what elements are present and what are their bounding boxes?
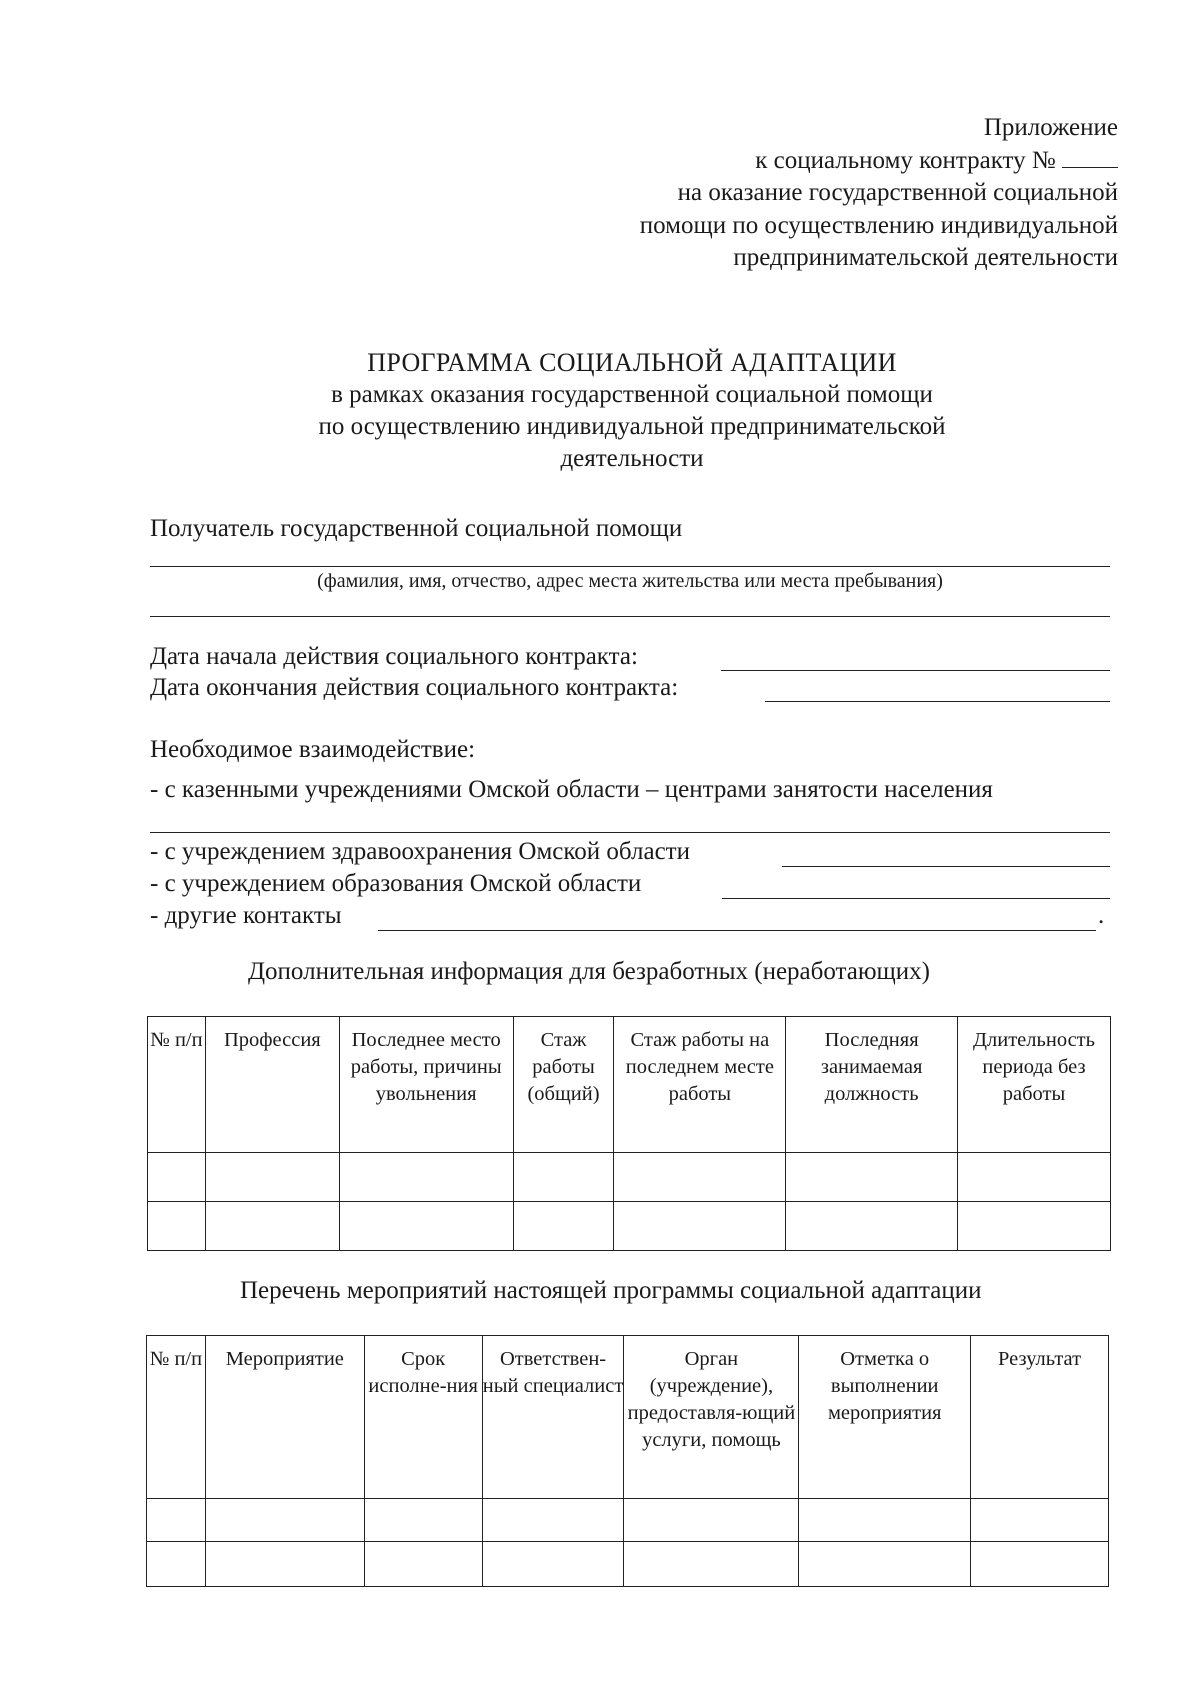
table-cell[interactable]	[148, 1202, 206, 1251]
unemployed-table-title: Дополнительная информация для безработных (неработающих)	[248, 958, 930, 985]
table-cell[interactable]	[614, 1202, 786, 1251]
other-contacts-end: .	[1098, 902, 1105, 929]
title-block	[0, 347, 1200, 475]
start-date-field[interactable]	[721, 670, 1110, 671]
activities-table	[146, 1335, 1109, 1587]
header-cell: Стаж работы (общий)	[513, 1017, 614, 1153]
header-cell: Срок исполне-ния	[364, 1336, 482, 1499]
table-row	[148, 1153, 1111, 1202]
table-cell[interactable]	[147, 1542, 206, 1587]
table-cell[interactable]	[971, 1499, 1109, 1542]
table-cell[interactable]	[513, 1202, 614, 1251]
unemployed-info-table	[147, 1016, 1111, 1251]
table-cell[interactable]	[513, 1153, 614, 1202]
table-cell[interactable]	[205, 1202, 339, 1251]
header-cell: Результат	[971, 1336, 1109, 1499]
table-cell[interactable]	[799, 1499, 971, 1542]
start-date-label: Дата начала действия социального контракта:	[150, 643, 638, 670]
employment-field[interactable]	[150, 832, 1110, 833]
header-cell: Профессия	[205, 1017, 339, 1153]
header-cell: Последняя занимаемая должность	[786, 1017, 958, 1153]
table-row	[147, 1499, 1109, 1542]
header-cell: Длительность периода без работы	[958, 1017, 1111, 1153]
table-row	[147, 1542, 1109, 1587]
table-cell[interactable]	[147, 1499, 206, 1542]
table-cell[interactable]	[624, 1542, 799, 1587]
end-date-label: Дата окончания действия социального контракта:	[150, 674, 679, 701]
table-cell[interactable]	[786, 1202, 958, 1251]
title-subline-3: деятельности	[560, 445, 704, 472]
interaction-health: - с учреждением здравоохранения Омской области	[150, 838, 690, 865]
recipient-label: Получатель государственной социальной помощи	[150, 515, 683, 542]
interaction-education: - с учреждением образования Омской области	[150, 870, 642, 897]
table-cell[interactable]	[205, 1153, 339, 1202]
table-cell[interactable]	[799, 1542, 971, 1587]
table-cell[interactable]	[614, 1153, 786, 1202]
recipient-name-field[interactable]	[150, 566, 1110, 567]
header-cell: № п/п	[147, 1336, 206, 1499]
table-cell[interactable]	[364, 1499, 482, 1542]
header-cell: Ответствен-ный специалист	[482, 1336, 624, 1499]
title-subline-2: по осуществлению индивидуальной предпринимательской	[318, 413, 946, 440]
appendix-block	[640, 112, 1118, 275]
table-cell[interactable]	[205, 1499, 364, 1542]
table-cell[interactable]	[339, 1153, 513, 1202]
header-cell: Последнее место работы, причины увольнения	[339, 1017, 513, 1153]
table-cell[interactable]	[958, 1202, 1111, 1251]
appendix-line-2	[640, 145, 1118, 178]
header-cell: № п/п	[148, 1017, 206, 1153]
education-field[interactable]	[722, 898, 1110, 899]
header-cell: Мероприятие	[205, 1336, 364, 1499]
header-cell: Отметка о выполнении мероприятия	[799, 1336, 971, 1499]
appendix-line-3: на оказание государственной социальной	[677, 179, 1118, 206]
table-cell[interactable]	[482, 1499, 624, 1542]
table-cell[interactable]	[786, 1153, 958, 1202]
title-subline-1: в рамках оказания государственной социальной помощи	[331, 381, 933, 408]
appendix-line-5: предпринимательской деятельности	[733, 244, 1118, 271]
header-cell: Стаж работы на последнем месте работы	[614, 1017, 786, 1153]
table-cell[interactable]	[148, 1153, 206, 1202]
interaction-other: - другие контакты	[150, 902, 342, 929]
end-date-field[interactable]	[765, 701, 1110, 702]
health-field[interactable]	[782, 866, 1110, 867]
appendix-contract-label: к социальному контракту №	[755, 146, 1056, 174]
table-header-row	[147, 1336, 1109, 1499]
table-cell[interactable]	[958, 1153, 1111, 1202]
contract-number-field[interactable]	[1062, 149, 1118, 168]
document-title: ПРОГРАММА СОЦИАЛЬНОЙ АДАПТАЦИИ	[367, 348, 897, 377]
appendix-line-4: помощи по осуществлению индивидуальной	[639, 211, 1118, 239]
recipient-address-field[interactable]	[150, 616, 1110, 617]
table-cell[interactable]	[482, 1542, 624, 1587]
activities-table-title: Перечень мероприятий настоящей программы социальной адаптации	[240, 1277, 982, 1304]
table-cell[interactable]	[624, 1499, 799, 1542]
table-cell[interactable]	[971, 1542, 1109, 1587]
start-date-row	[150, 643, 638, 671]
other-contacts-field[interactable]	[378, 930, 1096, 931]
end-date-row	[150, 674, 678, 702]
interaction-employment: - с казенными учреждениями Омской области – центрами занятости населения	[150, 776, 993, 803]
header-cell: Орган (учреждение), предоставля-ющий услуги, помощь	[624, 1336, 799, 1499]
table-cell[interactable]	[364, 1542, 482, 1587]
table-cell[interactable]	[339, 1202, 513, 1251]
interaction-heading: Необходимое взаимодействие:	[150, 736, 476, 763]
table-header-row	[148, 1017, 1111, 1153]
table-cell[interactable]	[205, 1542, 364, 1587]
recipient-hint: (фамилия, имя, отчество, адрес места жительства или места пребывания)	[317, 570, 943, 592]
table-row	[148, 1202, 1111, 1251]
appendix-line-1: Приложение	[983, 114, 1118, 141]
